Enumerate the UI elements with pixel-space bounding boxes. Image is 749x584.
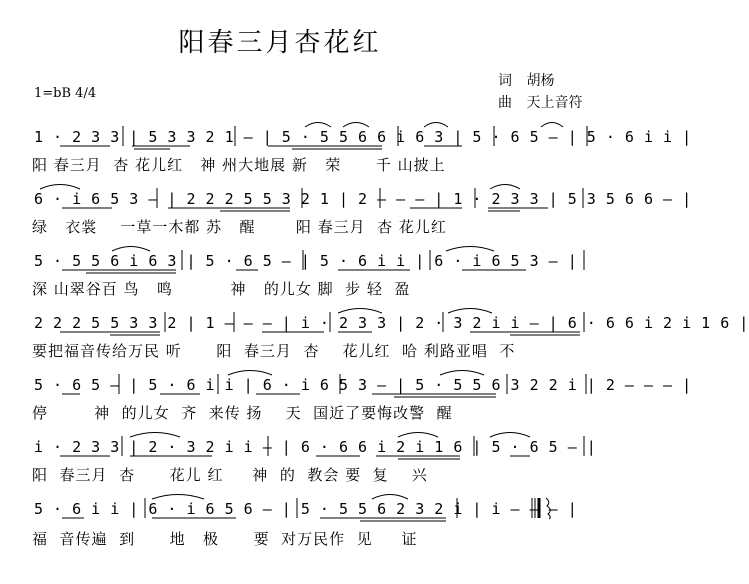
song-title: 阳春三月杏花红 (178, 28, 382, 58)
lyrics-line-6: 阳 春三月 杏 花儿 红 神 的 教会 要 复 兴 (32, 466, 428, 484)
notation-line-7: 5 · 6 i i | 6 · i 6 5 6 – | 5 · 5 5 6 2 3 2 i | i – – – | (34, 500, 578, 518)
lyricist-credit (498, 70, 554, 90)
notation-line-6: i · 2 3 3 | 2 · 3 2 i i – | 6 · 6 6 i 2 i 1 6 | 5 · 6 5 – | (34, 438, 597, 456)
lyrics-line-4: 要把福音传给万民 听 阳 春三月 杏 花儿红 哈 利路亚唱 不 (32, 342, 516, 360)
composer-label: 曲 (498, 95, 512, 111)
lyrics-line-7: 福 音传遍 到 地 极 要 对万民作 见 证 (32, 530, 418, 548)
key-signature: 1=bB 4/4 (34, 86, 97, 101)
lyrics-line-1: 阳 春三月 杏 花儿红 神 州大地展 新 荣 千 山披上 (32, 156, 446, 174)
lyricist-name: 胡杨 (526, 73, 555, 89)
composer-credit (498, 92, 582, 112)
end-flourish-icon (543, 496, 557, 520)
notation-line-3: 5 · 5 5 6 i 6 3 | 5 · 6 5 – | 5 · 6 i i | 6 · i 6 5 3 – | (34, 252, 578, 270)
notation-line-2: 6 · i 6 5 3 – | 2 2 2 5 5 3 2 1 | 2 – – – | 1 · 2 3 3 | 5 3 5 6 6 – | (34, 190, 692, 208)
notation-line-1: 1 · 2 3 3 | 5 3 3 2 1 – | 5 · 5 5 6 6 i 6 3 | 5 · 6 5 – | 5 · 6 i i | (34, 128, 692, 146)
lyrics-line-3: 深 山翠谷百 鸟 鸣 神 的儿女 脚 步 轻 盈 (32, 280, 411, 298)
lyrics-line-5: 停 神 的儿女 齐 来传 扬 天 国近了要悔改警 醒 (32, 404, 453, 422)
lyrics-line-2: 绿 衣裳 一草一木都 苏 醒 阳 春三月 杏 花儿红 (32, 218, 447, 236)
lyricist-label: 词 (498, 73, 512, 89)
notation-line-5: 5 · 6 5 – | 5 · 6 i i | 6 · i 6 5 3 – | 5 · 5 5 6 3 2 2 i | 2 – – – | (34, 376, 692, 394)
notation-line-4: 2 2 2 5 5 3 3 2 | 1 – – – | i · 2 3 3 | 2 · 3 2 i i – | 6 · 6 6 i 2 i 1 6 | (34, 314, 749, 332)
composer-name: 天上音符 (526, 95, 583, 111)
